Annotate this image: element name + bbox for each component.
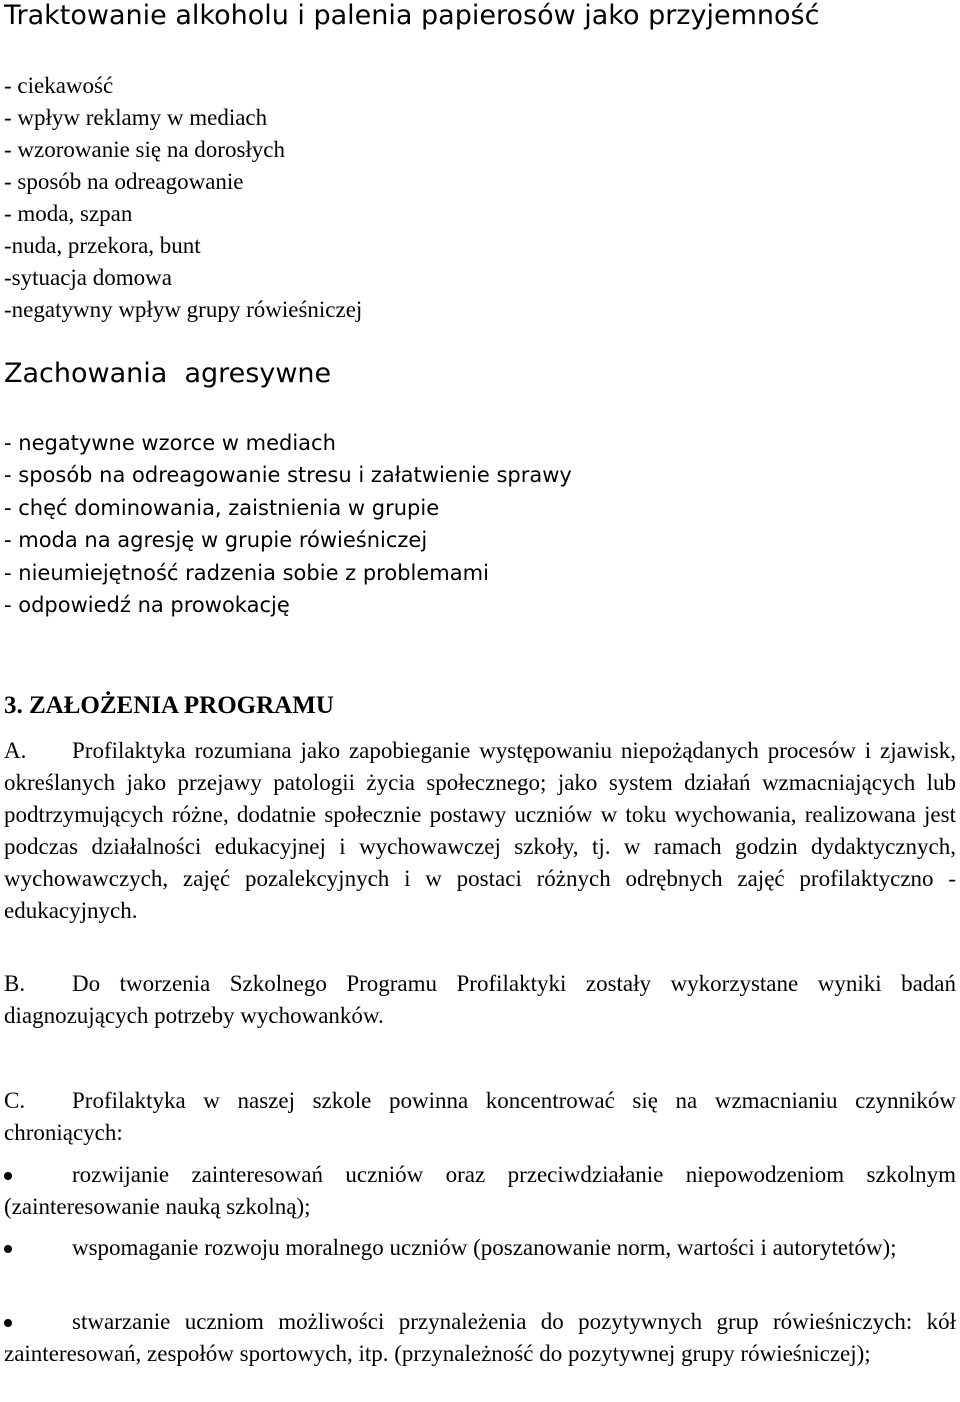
list-item: - moda, szpan [4,201,133,226]
paragraph-b [4,968,956,1032]
list-item: -nuda, przekora, bunt [4,233,201,258]
bullet-item [4,1232,956,1264]
paragraph-label: A. [4,738,27,763]
list-item: - chęć dominowania, zaistnienia w grupie [4,495,440,520]
section-heading-program-assumptions: 3. ZAŁOŻENIA PROGRAMU [4,692,334,719]
bullet-dot-icon [4,1172,12,1180]
paragraph-label: C. [4,1088,26,1113]
list-item: - ciekawość [4,73,114,98]
paragraph-label: B. [4,971,26,996]
list-item: - moda na agresję w grupie rówieśniczej [4,528,428,553]
list-item: - odpowiedź na prowokację [4,593,290,618]
bullet-dot-icon [4,1245,12,1253]
bullet-item [4,1306,956,1370]
list-item: - negatywne wzorce w mediach [4,431,336,455]
list-item: -negatywny wpływ grupy rówieśniczej [4,297,363,322]
list-item: - wzorowanie się na dorosłych [4,137,286,162]
bullet-item [4,1159,956,1223]
paragraph-a [4,735,956,927]
bullet-text: rozwijanie zainteresowań uczniów oraz przeciwdziałanie niepowodzeniom szkolnym (zainteresowanie nauką szkolną); [4,1162,956,1219]
list-item: - nieumiejętność radzenia sobie z problemami [4,560,489,585]
section-heading-alcohol-smoking: Traktowanie alkoholu i palenia papierosów jako przyjemność [4,0,820,31]
alcohol-smoking-reasons-list [4,70,362,326]
bullet-text: wspomaganie rozwoju moralnego uczniów (poszanowanie norm, wartości i autorytetów); [72,1235,897,1260]
bullet-dot-icon [4,1319,12,1327]
list-item: - wpływ reklamy w mediach [4,105,268,130]
paragraph-text: Profilaktyka w naszej szkole powinna koncentrować się na wzmacnianiu czynników chroniących: [4,1088,956,1145]
list-item: - sposób na odreagowanie stresu i załatwienie sprawy [4,463,572,488]
bullet-text: stwarzanie uczniom możliwości przynależenia do pozytywnych grup rówieśniczych: kół zainteresowań, zespołów sportowych, itp. (przynależność do pozytywnej grupy rówieśniczej); [4,1309,956,1366]
paragraph-c [4,1085,956,1149]
paragraph-text: Do tworzenia Szkolnego Programu Profilaktyki zostały wykorzystane wyniki badań diagnozujących potrzeby wychowanków. [4,971,956,1028]
aggressive-behavior-reasons-list [4,427,572,621]
section-heading-aggressive-behavior: Zachowania agresywne [4,358,332,389]
paragraph-text: Profilaktyka rozumiana jako zapobieganie występowaniu niepożądanych procesów i zjawisk, określanych jako przejawy patologii życia społecznego; jako system działań wzmacniających lub podtrzymujących różne, dodatnie społecznie postawy uczniów w toku wychowania, realizowana jest podczas działalności edukacyjnej i wychowawczej szkoły, tj. w ramach godzin dydaktycznych, wychowawczych, zajęć pozalekcyjnych i w postaci różnych odrębnych zajęć profilaktyczno - edukacyjnych. [4,738,956,923]
list-item: -sytuacja domowa [4,265,172,290]
list-item: - sposób na odreagowanie [4,169,244,194]
